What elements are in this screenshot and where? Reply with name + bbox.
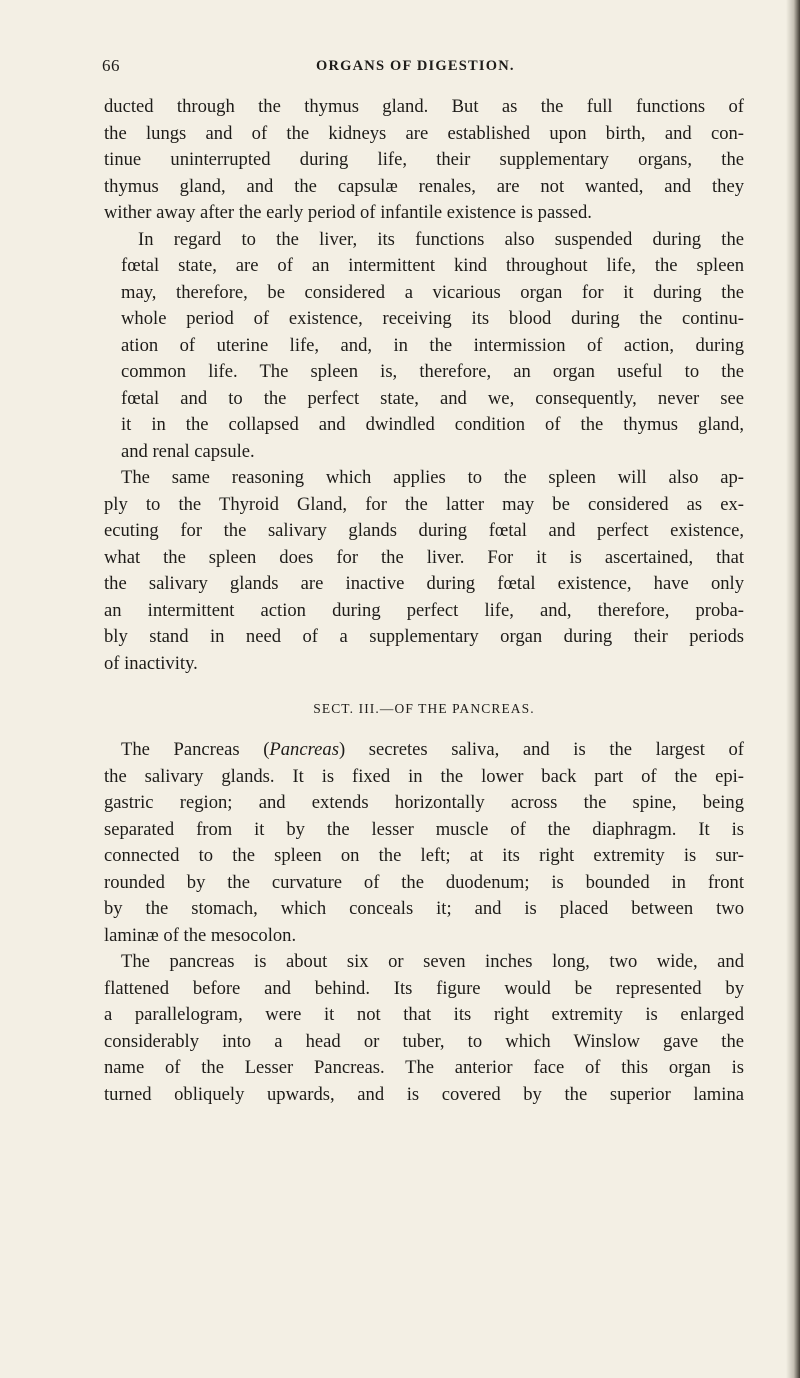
text-line: separated from it by the lesser muscle of the diaphragm. It is (104, 818, 744, 840)
text-line: an intermittent action during perfect life, and, therefore, proba- (104, 599, 744, 621)
text-line: may, therefore, be considered a vicarious organ for it during the (121, 281, 744, 303)
text-line: flattened before and behind. Its figure would be represented by (104, 977, 744, 999)
text-line: the salivary glands. It is fixed in the lower back part of the epi- (104, 765, 744, 787)
text-line: thymus gland, and the capsulæ renales, are not wanted, and they (104, 175, 744, 197)
page-number: 66 (102, 56, 120, 75)
text-line: wither away after the early period of infantile existence is passed. (104, 202, 592, 223)
text-line: common life. The spleen is, therefore, an organ useful to the (121, 361, 744, 382)
text-line: tinue uninterrupted during life, their supplementary organs, the (104, 149, 744, 170)
text-line: a parallelogram, were it not that its right extremity is enlarged (104, 1004, 744, 1025)
body-text (104, 94, 744, 1108)
text-line: fœtal and to the perfect state, and we, consequently, never see (121, 387, 744, 409)
text-line: The pancreas is about six or seven inches long, two wide, and (121, 951, 744, 972)
text-line: considerably into a head or tuber, to which Winslow gave the (104, 1030, 744, 1052)
text-line: connected to the spleen on the left; at its right extremity is sur- (104, 845, 744, 866)
text-line: and renal capsule. (121, 440, 255, 462)
paragraph-1 (104, 94, 744, 227)
paragraph-4 (104, 737, 744, 949)
text-line: of inactivity. (104, 652, 198, 674)
text-line: turned obliquely upwards, and is covered by the superior lamina (104, 1083, 744, 1105)
text-line: laminæ of the mesocolon. (104, 924, 297, 946)
page-edge-shadow (786, 0, 800, 1378)
running-head: ORGANS OF DIGESTION. (316, 58, 515, 74)
text-line: whole period of existence, receiving its blood during the continu- (121, 308, 744, 329)
paragraph-5 (104, 949, 744, 1108)
text-line: the lungs and of the kidneys are established upon birth, and con- (104, 122, 744, 144)
text-line: The Pancreas (Pancreas) secretes saliva, and is the largest of (121, 739, 744, 760)
text-line: ply to the Thyroid Gland, for the latter may be considered as ex- (104, 493, 744, 515)
text-line: ation of uterine life, and, in the intermission of action, during (121, 334, 744, 356)
text-line: by the stomach, which conceals it; and is placed between two (104, 898, 744, 919)
text-line: In regard to the liver, its functions also suspended during the (138, 228, 744, 250)
paragraph-2 (104, 227, 744, 466)
text-line: rounded by the curvature of the duodenum; is bounded in front (104, 871, 744, 893)
text-line: it in the collapsed and dwindled condition of the thymus gland, (121, 414, 744, 435)
text-line: what the spleen does for the liver. For it is ascertained, that (104, 546, 744, 568)
text-line: bly stand in need of a supplementary organ during their periods (104, 626, 744, 647)
text-line: ducted through the thymus gland. But as the full functions of (104, 96, 744, 117)
text-line: the salivary glands are inactive during fœtal existence, have only (104, 573, 744, 594)
paragraph-3 (104, 465, 744, 677)
text-line: ecuting for the salivary glands during fœtal and perfect existence, (104, 520, 744, 541)
text-line: gastric region; and extends horizontally across the spine, being (104, 792, 744, 813)
section-heading: SECT. III.—OF THE PANCREAS. (313, 701, 535, 716)
page-header (102, 56, 742, 86)
latin-term: Pancreas (269, 739, 339, 760)
text-line: The same reasoning which applies to the spleen will also ap- (121, 467, 744, 488)
text-line: fœtal state, are of an intermittent kind throughout life, the spleen (121, 255, 744, 276)
text-line: name of the Lesser Pancreas. The anterior face of this organ is (104, 1057, 744, 1078)
